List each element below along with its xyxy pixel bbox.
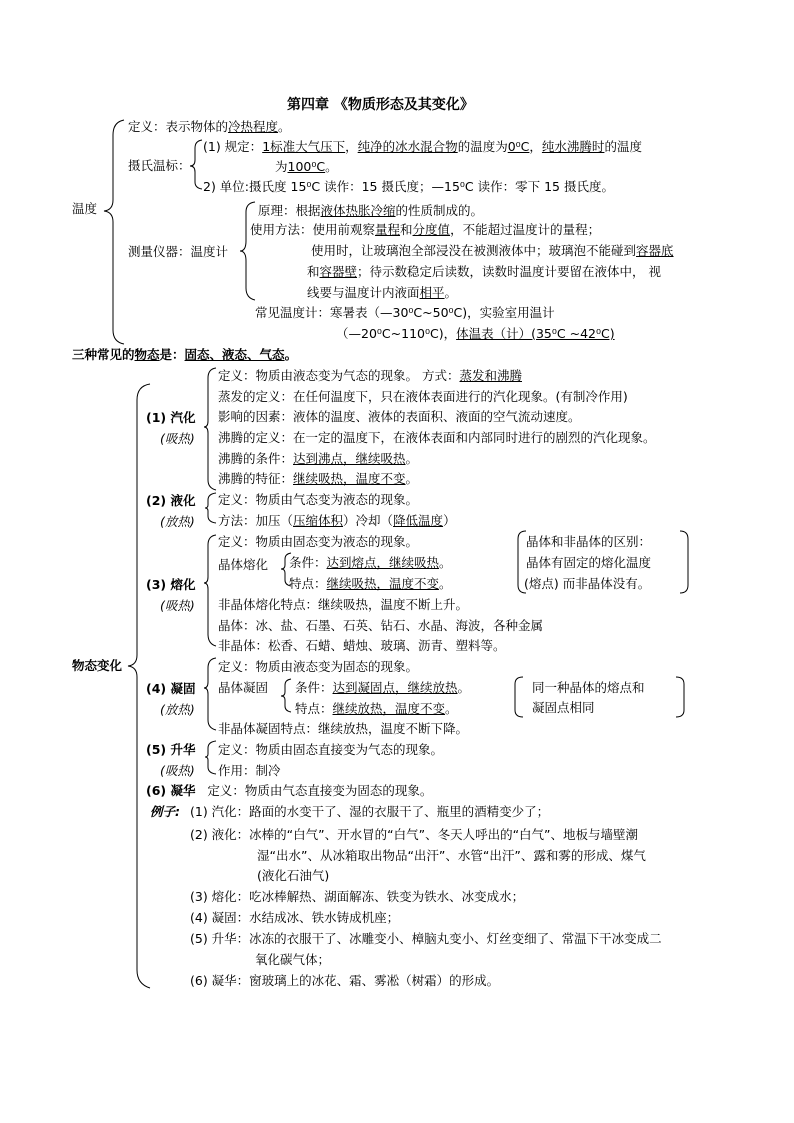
liquefaction-title: (2) 液化 (146, 493, 196, 508)
sublimation-heat: (吸热) (160, 763, 195, 778)
example-liquefaction-3: (液化石油气) (257, 868, 330, 883)
crystal-box-line-3: (熔点) 而非晶体没有。 (524, 576, 651, 591)
evaporation-factors: 影响的因素：液体的温度、液体的表面积、液面的空气流动速度。 (218, 409, 581, 424)
sublimation-title: (5) 升华 (146, 742, 196, 757)
liquefaction-heat: (放热) (160, 514, 195, 529)
crystal-melting-feature: 特点：继续吸热，温度不变。 (289, 576, 452, 591)
common-thermometers-2: （—20⁰C~110⁰C)，体温表（计）(35⁰C ~42⁰C) (336, 326, 615, 341)
vap-definition: 定义：物质由液态变为气态的现象。 方式：蒸发和沸腾 (218, 368, 522, 383)
crystal-sol-feature: 特点：继续放热，温度不变。 (295, 701, 458, 716)
same-point-box-line-1: 同一种晶体的熔点和 (532, 680, 645, 695)
crystal-sol-condition: 条件：达到凝固点，继续放热。 (295, 680, 471, 695)
sub-definition: 定义：物质由固态直接变为气态的现象。 (218, 742, 444, 757)
crystal-solidification-label: 晶体凝固 (218, 680, 269, 695)
usage-method-3: 和容器壁；待示数稳定后读数，读数时温度计要留在液体中， 视 (307, 264, 662, 279)
example-liquefaction: (2) 液化：冰棒的“白气”、开水冒的“白气”、冬天人呼出的“白气”、地板与墙壁潮 (190, 827, 639, 842)
crystal-box-right (680, 531, 688, 593)
amorphous-examples: 非晶体：松香、石蜡、蜡烛、玻璃、沥青、塑料等。 (218, 638, 506, 653)
celsius-scale-label: 摄氏温标： (128, 158, 191, 173)
deposition-line: (6) 凝华 定义：物质由气态直接变为固态的现象。 (146, 783, 433, 798)
celsius-unit: 2) 单位:摄氏度 15⁰C 读作：15 摄氏度；—15⁰C 读作：零下 15 摄氏度。 (203, 179, 614, 194)
amorphous-melting-feature: 非晶体熔化特点：继续吸热，温度不断上升。 (218, 597, 469, 612)
measuring-tool-label: 测量仪器：温度计 (128, 244, 229, 259)
vaporization-title: (1) 汽化 (146, 410, 196, 425)
temp-definition: 定义：表示物体的冷热程度。 (128, 119, 291, 134)
page-title: 第四章 《物质形态及其变化》 (287, 97, 474, 113)
same-point-box-line-2: 凝固点相同 (532, 700, 595, 715)
usage-method-2: 使用时，让玻璃泡全部浸没在被测液体中；玻璃泡不能碰到容器底 (311, 243, 674, 258)
thermometer-principle: 原理：根据液体热胀冷缩的性质制成的。 (258, 203, 484, 218)
same-point-box-left (515, 677, 523, 717)
crystal-box-line-1: 晶体和非晶体的区别： (526, 534, 652, 549)
amorphous-sol-feature: 非晶体凝固特点：继续放热，温度不断下降。 (218, 721, 469, 736)
solidification-heat: (放热) (160, 702, 195, 717)
same-point-box-right (676, 677, 684, 717)
crystal-examples: 晶体：冰、盐、石墨、石英、钻石、水晶、海波，各种金属 (218, 618, 544, 633)
crystal-melting-condition: 条件：达到熔点，继续吸热。 (289, 555, 452, 570)
evaporation-definition: 蒸发的定义：在任何温度下，只在液体表面进行的汽化现象。(有制冷作用) (218, 389, 628, 404)
example-vaporization: (1) 汽化：路面的水变干了、湿的衣服干了、瓶里的酒精变少了； (190, 804, 550, 819)
celsius-rule: (1) 规定：1标准大气压下，纯净的冰水混合物的温度为0⁰C，纯水沸腾时的温度 (203, 139, 642, 154)
melting-brace (204, 535, 216, 646)
example-sublimation: (5) 升华：冰冻的衣服干了、冰雕变小、樟脑丸变小、灯丝变细了、常温下干冰变成二 (190, 931, 662, 946)
example-deposition: (6) 凝华：窗玻璃上的冰花、霜、雾凇（树霜）的形成。 (190, 973, 500, 988)
sol-definition: 定义：物质由液态变为固态的现象。 (218, 659, 419, 674)
usage-method-4: 线要与温度计内液面相平。 (307, 285, 458, 300)
solidification-brace (204, 658, 216, 730)
sublimation-brace (205, 741, 216, 774)
crystal-melting-label: 晶体熔化 (218, 557, 269, 572)
solidification-title: (4) 凝固 (146, 681, 196, 696)
state-change-label: 物态变化 (72, 658, 123, 673)
temperature-brace (104, 120, 124, 344)
crystal-box-line-2: 晶体有固定的熔化温度 (526, 555, 652, 570)
melting-title: (3) 熔化 (146, 577, 196, 592)
boiling-feature: 沸腾的特征：继续吸热，温度不变。 (218, 471, 419, 486)
crystal-solidification-brace (281, 679, 291, 712)
melt-definition: 定义：物质由固态变为液态的现象。 (218, 534, 419, 549)
example-melting: (3) 熔化：吃冰棒解热、湖面解冻、铁变为铁水、冰变成水； (190, 889, 525, 904)
usage-method: 使用方法：使用前观察量程和分度值，不能超过温度计的量程； (250, 222, 601, 237)
examples-label: 例子: (150, 804, 180, 819)
thermometer-brace (240, 202, 255, 300)
boiling-definition: 沸腾的定义：在一定的温度下，在液体表面和内部同时进行的剧烈的汽化现象。 (218, 430, 656, 445)
liquefaction-brace (205, 493, 216, 523)
liq-methods: 方法：加压（压缩体积）冷却（降低温度） (218, 513, 456, 528)
example-liquefaction-2: 湿“出水”、从冰箱取出物品“出汗”、水管“出汗”、露和雾的形成、煤气 (257, 848, 646, 863)
example-solidification: (4) 凝固：水结成冰、铁水铸成机座； (190, 910, 400, 925)
melting-heat: (吸热) (160, 598, 195, 613)
liq-definition: 定义：物质由气态变为液态的现象。 (218, 492, 419, 507)
vaporization-heat: (吸热) (160, 431, 195, 446)
celsius-rule-cont: 为100⁰C。 (275, 159, 338, 174)
celsius-brace (190, 140, 202, 189)
common-thermometers: 常见温度计：寒暑表（—30⁰C~50⁰C)，实验室用温计 (255, 305, 555, 320)
example-sublimation-2: 氧化碳气体； (255, 952, 331, 967)
vaporization-brace (204, 368, 216, 490)
temperature-label: 温度 (72, 201, 98, 216)
three-states-line: 三种常见的物态是：固态、液态、气态。 (72, 347, 298, 362)
sub-effect: 作用：制冷 (218, 763, 281, 778)
boiling-condition: 沸腾的条件：达到沸点，继续吸热。 (218, 451, 419, 466)
